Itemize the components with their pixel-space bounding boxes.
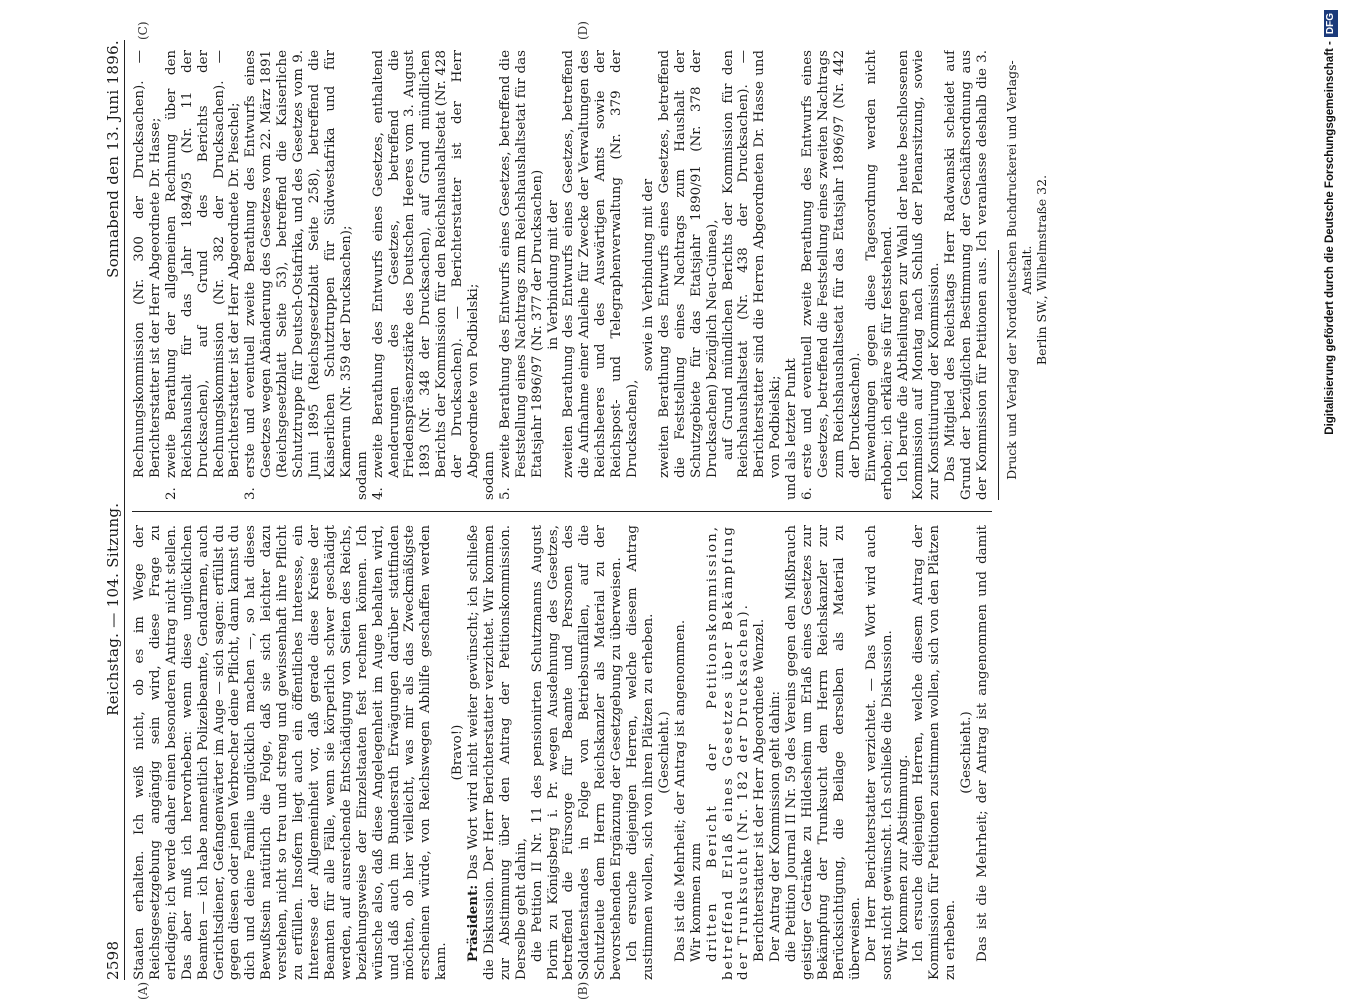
- margin-marker-a: (A): [136, 981, 150, 1000]
- paragraph: Berichterstatter ist der Herr Abgeordnete Wenzel.: [752, 618, 768, 962]
- session-date: Sonnabend den 13. Juni 1896.: [104, 40, 122, 278]
- right-column: [132, 50, 992, 500]
- paragraph: Das ist die Mehrheit; der Antrag ist angenommen und damit: [975, 525, 991, 962]
- agenda-item-text: zweite Berathung des Entwurfs eines Gesetzes, betreffend die Feststellung eines Nachtrags zum Reichshaushaltsetat für das Etatsjahr 1896/97 (Nr. 377 der Drucksachen): [497, 50, 545, 478]
- paragraph: Das ist die Mehrheit; der Antrag ist angenommen.: [672, 619, 688, 962]
- paragraph: auf Grund mündlichen Berichts der Kommission für den Reichshaushaltsetat (Nr. 438 der Drucksachen). — Berichterstatter sind die Herren Abgeordneten Dr. Hasse und von Podbielski;: [720, 50, 784, 478]
- agenda-item-number: 5.: [497, 487, 513, 500]
- paragraph: Staaten erhalten. Ich weiß nicht, ob es im Wege der Reichsgesetzgebung angängig sein wird, diese Frage zu erledigen; ich werde daher einen besonderen Antrag nicht stellen. Das aber muß ich hervorheben: wenn diese unglücklichen Beamten — ich habe namentlich Polizeibeamte, Gendarmen, auch Gerichtsdiener, Gefangenwärter im Auge — sich sagen: erfüllst du gegen diesen oder jenen Verbrecher deine Pflicht, dann kannst du dich und deine Familie unglücklich machen —, so hat dieses Bewußtsein natürlich die Folge, daß sie sich leichter dazu verstehen, nicht so treu und streng und gewissenhaft ihre Pflicht zu erfüllen. Insofern liegt auch ein öffentliches Interesse, ein Interesse der Allgemeinheit vor, daß gerade diese Kreise der Beamten für alle Fälle, wenn sie körperlich schwer geschädigt werden, auf ausreichende Entschädigung von Seiten des Reichs, beziehungsweise der Einzelstaaten fest rechnen können. Ich wünsche also, daß diese Angelegenheit im Auge behalten wird, und daß auch im Bundesrath Erwägungen darüber stattfinden möchten, ob hier vielleicht, was mir als das Zweckmäßigste erscheinen würde, von Reichswegen Abhilfe geschaffen werden kann.: [132, 525, 450, 980]
- speaker-label: Präsident:: [465, 884, 482, 962]
- column-divider: [132, 511, 992, 512]
- paragraph: die Petition Journal II Nr. 59 des Vereins gegen den Mißbrauch geistiger Getränke zu Hildesheim um Erlaß eines Gesetzes zur Bekämpfung der Trunksucht dem Herrn Reichskanzler zur Berücksichtigung, die Beilage derselben als Material zu überweisen.: [784, 525, 863, 980]
- agenda-item-number: 3.: [243, 487, 259, 500]
- digitization-credit: [1321, 10, 1339, 990]
- imprint-line: Druck und Verlag der Norddeutschen Buchdruckerei und Verlags-Anstalt.: [1004, 60, 1034, 480]
- margin-marker-d: (D): [576, 21, 590, 40]
- credit-text-wrapper: [1321, 10, 1339, 990]
- credit-text: Digitalisierung gefördert durch die Deutsche Forschungsgemeinschaft -: [1324, 41, 1336, 435]
- paragraph: Ich ersuche diejenigen Herren, welche diesem Antrag der Kommission für Petitionen zustimmen wollen, sich von den Plätzen zu erheben.: [911, 525, 959, 980]
- connector-text: in Verbindung mit der: [545, 200, 561, 350]
- paragraph: Wir kommen zur Abstimmung.: [895, 754, 911, 962]
- interjection: (Geschieht.): [656, 711, 672, 794]
- header-rule: [124, 40, 125, 980]
- paragraph: Wir kommen zum: [688, 842, 704, 962]
- paragraph: Der Antrag der Kommission geht dahin:: [768, 690, 784, 962]
- paragraph: die Petition II Nr. 11 des pensionirten Schutzmanns August Plorin zu Königsberg i. Pr. wegen Ausdehnung des Gesetzes, betreffend die Fürsorge für Beamte und Personen des Soldatenstandes in Folge von Betriebsunfällen, auf die Schutzleute dem Herrn Reichskanzler als Material zu der bevorstehenden Ergänzung der Gesetzgebung zu überweisen.: [529, 525, 625, 980]
- page-number: 2598: [104, 940, 122, 980]
- margin-marker-c: (C): [136, 21, 150, 40]
- agenda-item: [164, 50, 244, 500]
- paragraph: Ich berufe die Abtheilungen zur Wahl der heute beschlossenen Kommission auf Montag nach Schluß der Plenarsitzung, sowie zur Konstituirung der Kommission.: [895, 50, 943, 500]
- paragraph: Einwendungen gegen diese Tagesordnung werden nicht erhoben; ich erkläre sie für feststehend.: [863, 50, 895, 500]
- paragraph: Das Mitglied des Reichstags Herr Radwanski scheidet auf Grund der bezüglichen Bestimmung der Geschäftsordnung aus der Kommission für Petitionen aus. Ich veranlasse deshalb die 3.: [943, 50, 991, 500]
- interjection: (Geschieht.): [959, 711, 975, 794]
- page-header: [96, 40, 122, 980]
- left-column: [132, 525, 992, 980]
- agenda-item-text: erste und eventuell zweite Berathung des Entwurfs eines Gesetzes, betreffend die Feststellung eines zweiten Nachtrags zum Reichshaushaltsetat für das Etatsjahr 1896/97 (Nr. 442 der Drucksachen).: [800, 50, 863, 478]
- connector-text: sodann: [354, 451, 370, 500]
- agenda-item: [371, 50, 482, 500]
- imprint: [1004, 50, 1049, 490]
- paragraph: [466, 525, 530, 980]
- agenda-item-text: zweite Berathung des Entwurfs eines Gesetzes, enthaltend Aenderungen des Gesetzes, betreffend die Friedenspräsenzstärke des Deutschen Heeres vom 3. August 1893 (Nr. 348 der Drucksachen), auf Grund mündlichen Berichts der Kommission für den Reichshaushaltsetat (Nr. 428 der Drucksachen). — Berichterstatter ist der Herr Abgeordnete von Podbielski;: [370, 50, 482, 478]
- agenda-item-number: 2.: [163, 487, 179, 500]
- interjection: (Bravo!): [450, 724, 466, 781]
- footer-rule: [998, 250, 999, 500]
- paragraph: zweiten Berathung des Entwurfs eines Gesetzes, betreffend die Feststellung eines Nachtrags zum Haushalt der Schutzgebiete für das Etatsjahr 1890/91 (Nr. 378 der Drucksachen) bezüglich Neu-Guinea),: [656, 50, 720, 478]
- dfg-logo: DFG: [1324, 10, 1338, 37]
- session-title: Reichstag. — 104. Sitzung.: [104, 502, 122, 716]
- speech-text: Das Wort wird nicht weiter gewünscht; ich schließe die Diskussion. Der Herr Berichterstatter verzichtet. Wir kommen zur Abstimmung über den Antrag der Petitionskommission. Derselbe geht dahin,: [466, 525, 529, 980]
- connector-text: und als letzter Punkt: [784, 358, 800, 500]
- agenda-item-text: erste und eventuell zweite Berathung des Entwurfs eines Gesetzes wegen Abänderung des Gesetzes vom 22. März 1891 (Reichsgesetzblatt Seite 53), betreffend die Kaiserliche Schutztruppe für Deutsch-Ostafrika, und des Gesetzes vom 9. Juni 1895 (Reichsgesetzblatt Seite 258), betreffend die Kaiserlichen Schutztruppen für Südwestafrika und für Kamerun (Nr. 359 der Drucksachen);: [243, 50, 354, 478]
- agenda-item-number: 6.: [800, 487, 816, 500]
- margin-marker-b: (B): [576, 981, 590, 1000]
- imprint-line: Berlin SW., Wilhelmstraße 32.: [1034, 174, 1049, 366]
- connector-text: sowie in Verbindung mit der: [641, 178, 656, 372]
- paragraph: Der Herr Berichterstatter verzichtet. — Das Wort wird auch sonst nicht gewünscht. Ich schließe die Diskussion.: [863, 525, 895, 980]
- rotated-document-page: [56, 0, 1246, 1000]
- paragraph: Ich ersuche diejenigen Herren, welche diesem Antrag zustimmen wollen, sich von ihren Plätzen zu erheben.: [625, 525, 656, 980]
- agenda-item: [243, 50, 354, 500]
- connector-text: sodann: [481, 451, 497, 500]
- paragraph: Rechnungskommission (Nr. 300 der Drucksachen). — Berichterstatter ist der Herr Abgeordnete Dr. Hasse;: [132, 50, 163, 478]
- paragraph: dritten Bericht der Petitionskommission, betreffend Erlaß eines Gesetzes über Bekämpfung der Trunksucht (Nr. 182 der Drucksachen).: [704, 525, 752, 980]
- agenda-item: [800, 50, 864, 500]
- agenda-item: [498, 50, 546, 500]
- agenda-item-text: zweite Berathung der allgemeinen Rechnung über den Reichshaushalt für das Jahr 1894/95 (Nr. 11 der Drucksachen), auf Grund des Berichts der Rechnungskommission (Nr. 382 der Drucksachen). — Berichterstatter ist der Herr Abgeordnete Dr. Pieschel;: [163, 50, 243, 478]
- agenda-item-number: 4.: [370, 487, 386, 500]
- paragraph: zweiten Berathung des Entwurfs eines Gesetzes, betreffend die Aufnahme einer Anleihe für Zwecke der Verwaltungen des Reichsheeres und des Auswärtigen Amts sowie der Reichspost- und Telegraphenverwaltung (Nr. 379 der Drucksachen),: [561, 50, 641, 478]
